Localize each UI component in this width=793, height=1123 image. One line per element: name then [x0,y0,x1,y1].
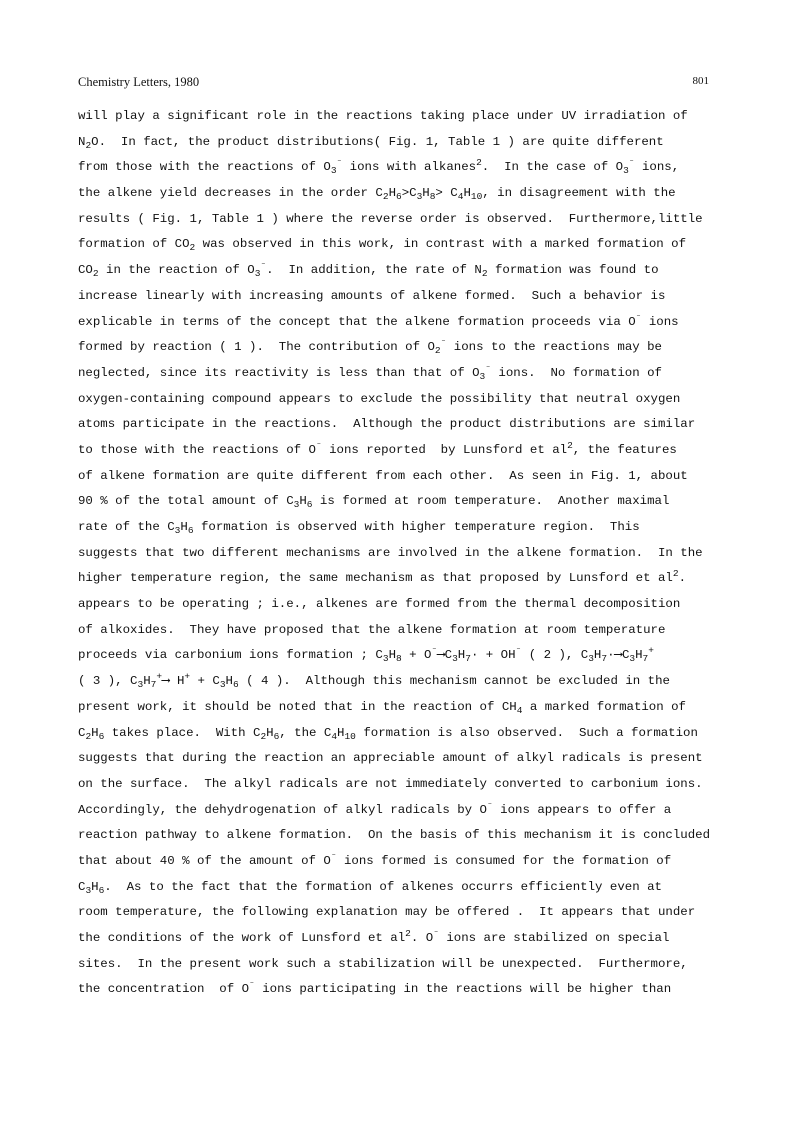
text-line: the conditions of the work of Lunsford et $al^2$. O⁻ ions are stabilized on special [78,928,670,945]
text-line: $C_2H_6$ takes place. With $C_2H_6$, the $C_4H_{10}$ formation is also observed. Such a formation [78,725,698,742]
page-header [78,75,709,93]
text-line: of alkoxides. They have proposed that the alkene formation at room temperature [78,622,666,637]
text-line: results ( Fig. 1, Table 1 ) where the reverse order is observed. Furthermore,little [78,211,703,226]
text-line: oxygen-containing compound appears to exclude the possibility that neutral oxygen [78,391,681,406]
text-line: from those with the reactions of $O_3^{^-}$ ions with alkanes$^2$. In the case of $O_3^{^-}$ ions, [78,157,680,177]
text-line: to those with the reactions of O⁻ ions reported by Lunsford et $al^2$, the features [78,439,677,457]
text-line: on the surface. The alkyl radicals are not immediately converted to carbonium ions. [78,776,703,791]
text-line: the concentration of O⁻ ions participating in the reactions will be higher than [78,979,672,997]
text-line: formed by reaction ( 1 ). The contribution of $O_2^{^-}$ ions to the reactions may be [78,337,662,357]
text-line: will play a significant role in the reactions taking place under UV irradiation of [78,109,688,123]
text-line: higher temperature region, the same mechanism as that proposed by Lunsford et $al^2$. [78,568,686,586]
text-line: suggests that during the reaction an appreciable amount of alkyl radicals is present [78,751,703,766]
text-line: the alkene yield decreases in the order $C_2H_6>C_3H_8> C_4H_{10}$, in disagreement with the [78,186,676,203]
text-line: $CO_2$ in the reaction of $O_3^{^-}$. In addition, the rate of $N_2$ formation was found to [78,260,659,280]
text-line: $N_2O$. In fact, the product distributions( Fig. 1, Table 1 ) are quite different [78,134,664,151]
journal-title: Chemistry Letters, 1980 [78,75,200,89]
text-line: ( 3 ), $C_3H_7^+⟶$ $H^+ + C_3H_6$ ( 4 ). Although this mechanism cannot be excluded in the [78,671,670,691]
text-line: formation of $CO_2$ was observed in this work, in contrast with a marked formation of [78,237,686,254]
text-line: present work, it should be noted that in the reaction of $CH_4$ a marked formation of [78,699,686,716]
body-text [78,104,738,1003]
text-line: reaction pathway to alkene formation. On the basis of this mechanism it is concluded [78,828,711,843]
text-line: appears to be operating ; i.e., alkenes are formed from the thermal decomposition [78,597,681,612]
text-line: atoms participate in the reactions. Although the product distributions are similar [78,417,696,432]
text-line: proceeds via carbonium ions formation ; $C_3H_8$ + $O^{^-}⟶C_3H_7\cdot + OH^{^-}$ ( 2 ), $C_3H_7\cdot⟶C_3H_7^+$ [78,645,654,665]
text-line: explicable in terms of the concept that the alkene formation proceeds via O⁻ ions [78,311,679,329]
text-line: suggests that two different mechanisms are involved in the alkene formation. In the [78,545,703,560]
text-line: Accordingly, the dehydrogenation of alkyl radicals by O⁻ ions appears to offer a [78,799,672,817]
text-line: rate of the $C_3H_6$ formation is observed with higher temperature region. This [78,520,640,536]
text-line: 90 % of the total amount of $C_3H_6$ is formed at room temperature. Another maximal [78,494,670,511]
text-line: $C_3H_6$. As to the fact that the formation of alkenes occurrs efficiently even at [78,879,662,896]
text-line: of alkene formation are quite different from each other. As seen in Fig. 1, about [78,468,688,483]
text-line: increase linearly with increasing amounts of alkene formed. Such a behavior is [78,288,666,303]
text-line: sites. In the present work such a stabilization will be unexpected. Furthermore, [78,956,688,971]
text-line: room temperature, the following explanation may be offered . It appears that under [78,905,696,920]
page-number: 801 [692,75,709,87]
text-line: neglected, since its reactivity is less than that of $O_3^{^-}$ ions. No formation of [78,362,662,382]
text-line: that about 40 % of the amount of O⁻ ions formed is consumed for the formation of [78,850,672,868]
